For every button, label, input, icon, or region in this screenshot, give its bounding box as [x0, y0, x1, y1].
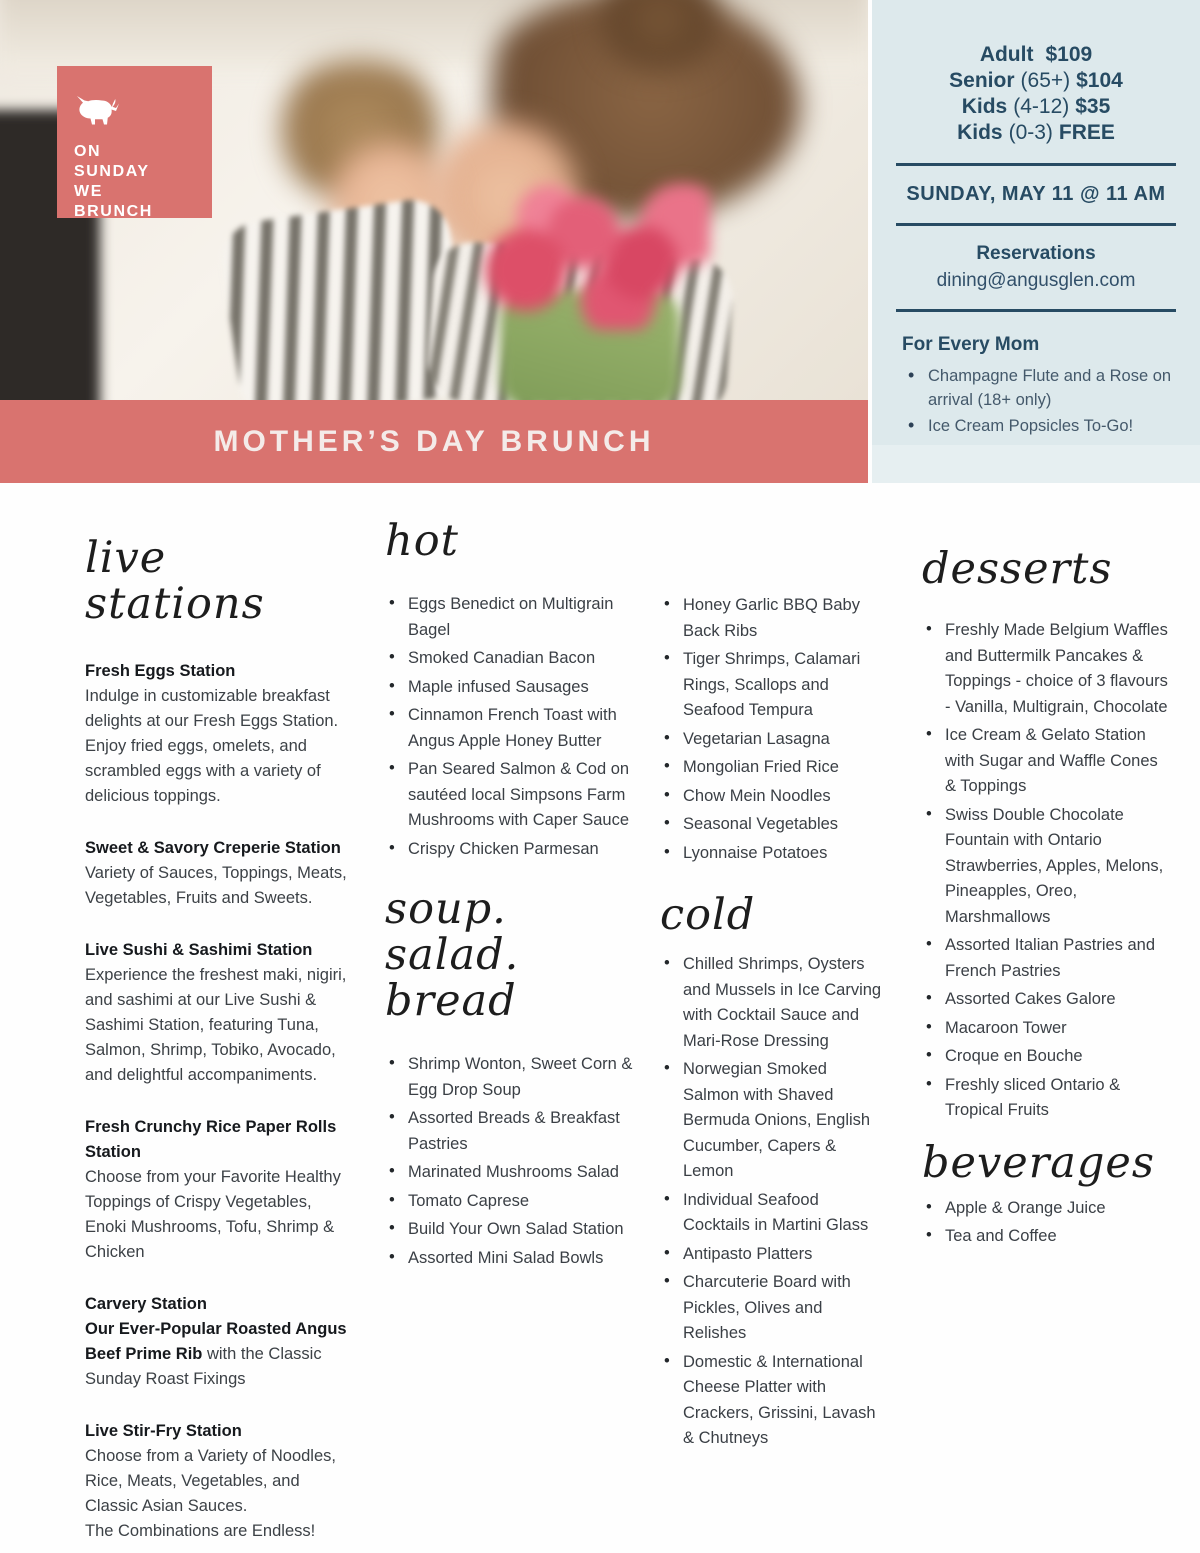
list-item: • Chow Mein Noodles: [660, 784, 885, 810]
title-banner: [0, 400, 868, 483]
reservations-label: Reservations: [976, 243, 1096, 264]
list-item: • Swiss Double Chocolate Fountain with Ontario Strawberries, Apples, Melons, Pineapples, Oreo, Marshmallows: [922, 803, 1172, 931]
price-line-kids: Kids (4-12) $35: [961, 95, 1111, 118]
list-item: • Tea and Coffee: [922, 1224, 1172, 1250]
list-item: • Freshly Made Belgium Waffles and Buttermilk Pancakes & Toppings - choice of 3 flavours - Vanilla, Multigrain, Chocolate: [922, 618, 1172, 720]
list-item: • Pan Seared Salmon & Cod on sautéed local Simpsons Farm Mushrooms with Caper Sauce: [385, 757, 637, 834]
badge-word-brunch: BRUNCH: [74, 203, 153, 220]
photo-tulip-bouquet: [480, 180, 710, 330]
cold-heading: cold: [660, 890, 756, 940]
list-item: • Charcuterie Board with Pickles, Olives and Relishes: [660, 1270, 885, 1347]
for-every-mom-title: For Every Mom: [902, 334, 1040, 355]
column-desserts-beverages: [922, 546, 1172, 1253]
station-fresh-eggs: Fresh Eggs Station Indulge in customizable breakfast delights at our Fresh Eggs Station. Enjoy fried eggs, omelets, and scrambled eggs with a variety of delicious toppings.: [85, 662, 339, 805]
event-datetime: SUNDAY, MAY 11 @ 11 AM: [906, 183, 1166, 205]
list-item: • Lyonnaise Potatoes: [660, 841, 885, 867]
brand-badge: [57, 66, 212, 218]
price-line-kids-free: Kids (0-3) FREE: [957, 121, 1115, 144]
list-item: • Individual Seafood Cocktails in Martini Glass: [660, 1188, 885, 1239]
beverages-heading: beverages: [922, 1137, 1155, 1188]
bull-icon: [74, 92, 122, 130]
station-carvery: Carvery Station Our Ever-Popular Roasted Angus Beef Prime Rib with the Classic Sunday Roast Fixings: [85, 1295, 347, 1388]
beverages-list: [922, 1196, 1172, 1250]
list-item: • Cinnamon French Toast with Angus Apple Honey Butter: [385, 703, 637, 754]
live-stations-heading: live stations: [85, 533, 265, 629]
column-live-stations: [85, 535, 353, 1553]
list-item: • Domestic & International Cheese Platter with Crackers, Grissini, Lavash & Chutneys: [660, 1350, 885, 1452]
divider: [896, 163, 1176, 166]
list-item: • Apple & Orange Juice: [922, 1196, 1172, 1222]
info-sidebar: [872, 0, 1200, 483]
list-item: • Freshly sliced Ontario & Tropical Fruits: [922, 1073, 1172, 1124]
price-line-adult: Adult $109: [979, 43, 1093, 66]
list-item: • Macaroon Tower: [922, 1016, 1172, 1042]
reservations-email[interactable]: dining@angusglen.com: [936, 270, 1136, 291]
list-item: • Norwegian Smoked Salmon with Shaved Bermuda Onions, English Cucumber, Capers & Lemon: [660, 1057, 885, 1185]
list-item: • Honey Garlic BBQ Baby Back Ribs: [660, 593, 885, 644]
desserts-heading: desserts: [922, 544, 1113, 594]
hot-list-col2: [660, 593, 885, 866]
list-item: • Croque en Bouche: [922, 1044, 1172, 1070]
badge-word-we: WE: [74, 183, 103, 200]
station-creperie: Sweet & Savory Creperie Station Variety of Sauces, Toppings, Meats, Vegetables, Fruits and Sweets.: [85, 839, 347, 907]
station-sushi: Live Sushi & Sashimi Station Experience the freshest maki, nigiri, and sashimi at our Live Sushi & Sashimi Station, featuring Tuna, Salmon, Shrimp, Tobiko, Avocado, and delightful accompaniments.: [85, 941, 347, 1084]
soup-salad-bread-heading: soup. salad. bread: [385, 884, 520, 1026]
list-item: • Assorted Cakes Galore: [922, 987, 1172, 1013]
badge-word-sunday: SUNDAY: [74, 163, 150, 180]
list-item: • Marinated Mushrooms Salad: [385, 1160, 637, 1186]
list-item: • Shrimp Wonton, Sweet Corn & Egg Drop Soup: [385, 1052, 637, 1103]
list-item: • Smoked Canadian Bacon: [385, 646, 637, 672]
divider: [896, 309, 1176, 312]
list-item: • Mongolian Fried Rice: [660, 755, 885, 781]
hot-list-col1: [385, 592, 637, 862]
list-item: • Champagne Flute and a Rose on arrival (18+ only): [902, 364, 1178, 412]
hot-heading: hot: [385, 516, 459, 566]
desserts-list: [922, 618, 1172, 1124]
list-item: • Assorted Mini Salad Bowls: [385, 1246, 637, 1272]
list-item: • Eggs Benedict on Multigrain Bagel: [385, 592, 637, 643]
list-item: • Assorted Breads & Breakfast Pastries: [385, 1106, 637, 1157]
station-stir-fry: Live Stir-Fry Station Choose from a Variety of Noodles, Rice, Meats, Vegetables, and Classic Asian Sauces. The Combinations are Endless!: [85, 1422, 336, 1540]
list-item: • Antipasto Platters: [660, 1242, 885, 1268]
column-hot-cold: [660, 593, 885, 1455]
badge-word-on: ON: [74, 143, 102, 160]
list-item: • Vegetarian Lasagna: [660, 727, 885, 753]
station-rice-paper-rolls: Fresh Crunchy Rice Paper Rolls Station Choose from your Favorite Healthy Toppings of Crispy Vegetables, Enoki Mushrooms, Tofu, Shrimp & Chicken: [85, 1118, 341, 1261]
divider: [896, 223, 1176, 226]
list-item: • Crispy Chicken Parmesan: [385, 837, 637, 863]
list-item: • Maple infused Sausages: [385, 675, 637, 701]
list-item: • Assorted Italian Pastries and French Pastries: [922, 933, 1172, 984]
list-item: • Chilled Shrimps, Oysters and Mussels in Ice Carving with Cocktail Sauce and Mari-Rose Dressing: [660, 952, 885, 1054]
list-item: • Ice Cream & Gelato Station with Sugar and Waffle Cones & Toppings: [922, 723, 1172, 800]
list-item: • Ice Cream Popsicles To-Go!: [902, 414, 1178, 438]
cold-list: [660, 952, 885, 1452]
list-item: • Tomato Caprese: [385, 1189, 637, 1215]
list-item: • Build Your Own Salad Station: [385, 1217, 637, 1243]
page-title: MOTHER’S DAY BRUNCH: [213, 424, 655, 458]
column-hot-soup: [385, 518, 637, 1274]
list-item: • Seasonal Vegetables: [660, 812, 885, 838]
for-every-mom-list: [902, 364, 1178, 438]
list-item: • Tiger Shrimps, Calamari Rings, Scallops and Seafood Tempura: [660, 647, 885, 724]
soup-salad-bread-list: [385, 1052, 637, 1271]
price-line-senior: Senior (65+) $104: [949, 69, 1123, 92]
